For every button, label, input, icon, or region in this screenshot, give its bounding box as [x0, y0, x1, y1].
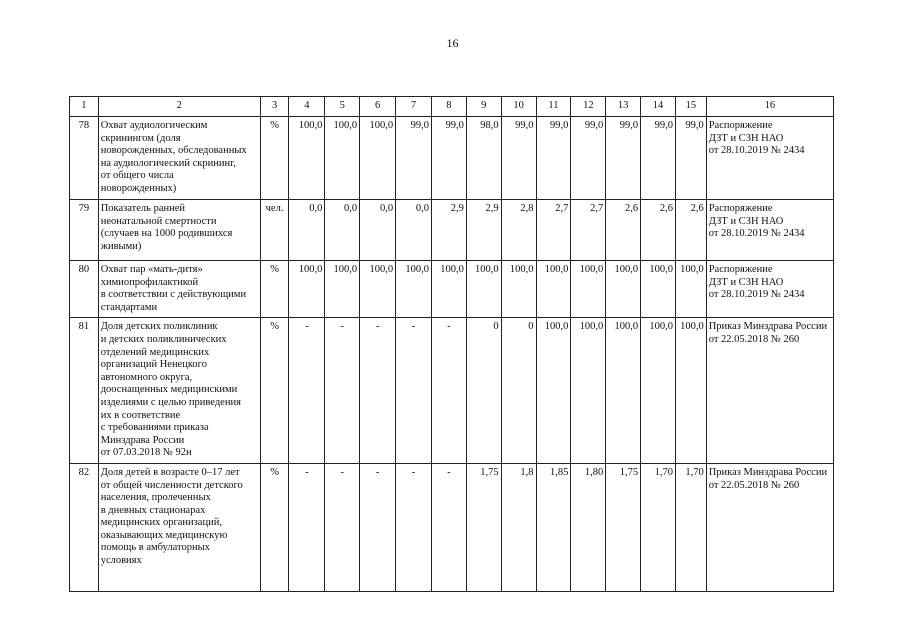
value-cell: 100,0: [536, 261, 571, 318]
row-number: 79: [70, 200, 99, 261]
source-line: от 22.05.2018 № 260: [708, 333, 800, 345]
indicator-line: от общего числа: [100, 170, 174, 182]
header-cell: 8: [431, 97, 466, 117]
header-cell: 1: [70, 97, 99, 117]
value-cell: -: [289, 463, 325, 591]
value-cell: 100,0: [360, 117, 396, 200]
value-cell: 99,0: [571, 117, 606, 200]
table-row: [70, 463, 834, 591]
indicator-line: химиопрофилактикой: [100, 276, 199, 288]
indicator-line: скринингом (доля: [100, 132, 181, 144]
indicator-line: изделиями с целью приведения: [100, 396, 241, 408]
source-line: Распоряжение: [708, 120, 773, 131]
value-cell: 1,85: [536, 463, 571, 591]
header-cell: 16: [706, 97, 833, 117]
value-cell: 100,0: [501, 261, 536, 318]
value-cell: 2,8: [501, 200, 536, 261]
value-cell: 2,7: [571, 200, 606, 261]
indicator-line: стандартами: [100, 301, 158, 313]
value-cell: 1,80: [571, 463, 606, 591]
source-document: [706, 463, 833, 591]
source-line: от 28.10.2019 № 2434: [708, 289, 805, 301]
value-cell: 99,0: [501, 117, 536, 200]
indicator-line: в дневных стационарах: [100, 504, 206, 516]
value-cell: 99,0: [606, 117, 641, 200]
indicator-line: Минздрава России: [100, 434, 185, 446]
header-cell: 3: [260, 97, 289, 117]
indicator-name: [98, 117, 260, 200]
header-cell: 7: [396, 97, 432, 117]
value-cell: 0,0: [396, 200, 432, 261]
value-cell: -: [396, 463, 432, 591]
source-document: [706, 117, 833, 200]
source-line: Распоряжение: [708, 264, 773, 275]
indicator-line: Охват аудиологическим: [100, 120, 208, 131]
value-cell: 1,75: [606, 463, 641, 591]
value-cell: 0: [501, 318, 536, 464]
value-cell: 100,0: [536, 318, 571, 464]
row-number: 78: [70, 117, 99, 200]
table-row: [70, 261, 834, 318]
indicator-line: условиях: [100, 555, 142, 567]
header-cell: 14: [641, 97, 676, 117]
value-cell: 98,0: [466, 117, 501, 200]
indicator-line: Доля детей в возрасте 0–17 лет: [100, 466, 240, 478]
row-number: 82: [70, 463, 99, 591]
source-line: Приказ Минздрава России: [708, 466, 828, 478]
header-cell: 11: [536, 97, 571, 117]
page-number: 16: [446, 36, 459, 50]
source-line: от 28.10.2019 № 2434: [708, 145, 805, 157]
row-number: 81: [70, 318, 99, 464]
source-line: ДЗТ и СЗН НАО: [708, 215, 784, 227]
source-document: [706, 261, 833, 318]
value-cell: 100,0: [641, 318, 676, 464]
source-line: Распоряжение: [708, 203, 773, 214]
indicator-line: оказывающих медицинскую: [100, 529, 228, 541]
header-cell: 6: [360, 97, 396, 117]
value-cell: 100,0: [325, 117, 360, 200]
indicator-line: Охват пар «мать-дитя»: [100, 264, 203, 275]
indicator-line: новорожденных, обследованных: [100, 145, 247, 157]
value-cell: -: [325, 463, 360, 591]
header-row: [70, 97, 834, 117]
value-cell: 100,0: [571, 318, 606, 464]
indicator-line: помощь в амбулаторных: [100, 542, 210, 554]
header-cell: 9: [466, 97, 501, 117]
value-cell: 99,0: [431, 117, 466, 200]
value-cell: 2,6: [675, 200, 706, 261]
value-cell: 2,6: [606, 200, 641, 261]
value-cell: 1,8: [501, 463, 536, 591]
value-cell: -: [396, 318, 432, 464]
value-cell: 100,0: [675, 261, 706, 318]
header-cell: 13: [606, 97, 641, 117]
value-cell: 0,0: [325, 200, 360, 261]
indicator-line: отделений медицинских: [100, 346, 210, 358]
table-row: [70, 117, 834, 200]
source-line: ДЗТ и СЗН НАО: [708, 276, 784, 288]
header-cell: 15: [675, 97, 706, 117]
indicator-line: с требованиями приказа: [100, 422, 209, 434]
value-cell: 2,7: [536, 200, 571, 261]
value-cell: 99,0: [536, 117, 571, 200]
value-cell: 100,0: [396, 261, 432, 318]
value-cell: 100,0: [289, 117, 325, 200]
header-cell: 12: [571, 97, 606, 117]
source-line: от 28.10.2019 № 2434: [708, 228, 805, 240]
indicator-line: от 07.03.2018 № 92н: [100, 447, 192, 459]
value-cell: -: [325, 318, 360, 464]
indicator-name: [98, 200, 260, 261]
value-cell: 0: [466, 318, 501, 464]
indicator-name: [98, 463, 260, 591]
source-document: [706, 200, 833, 261]
value-cell: -: [360, 318, 396, 464]
value-cell: 100,0: [606, 261, 641, 318]
value-cell: 100,0: [325, 261, 360, 318]
source-document: [706, 318, 833, 464]
value-cell: 2,6: [641, 200, 676, 261]
value-cell: 100,0: [360, 261, 396, 318]
value-cell: 1,70: [641, 463, 676, 591]
unit-cell: %: [260, 463, 289, 591]
indicator-name: [98, 261, 260, 318]
indicator-line: дооснащенных медицинскими: [100, 384, 238, 396]
header-cell: 2: [98, 97, 260, 117]
indicator-line: Доля детских поликлиник: [100, 321, 218, 333]
value-cell: 0,0: [289, 200, 325, 261]
indicator-line: организаций Ненецкого: [100, 359, 207, 371]
value-cell: 2,9: [431, 200, 466, 261]
value-cell: 100,0: [466, 261, 501, 318]
header-cell: 5: [325, 97, 360, 117]
indicator-line: неонатальной смертности: [100, 215, 217, 227]
indicators-table: [69, 96, 834, 592]
indicator-line: в соответствии с действующими: [100, 289, 247, 301]
value-cell: 100,0: [431, 261, 466, 318]
indicator-line: на аудиологический скрининг,: [100, 157, 236, 169]
value-cell: 100,0: [289, 261, 325, 318]
header-cell: 10: [501, 97, 536, 117]
table-row: [70, 200, 834, 261]
unit-cell: %: [260, 117, 289, 200]
value-cell: 100,0: [675, 318, 706, 464]
source-line: ДЗТ и СЗН НАО: [708, 132, 784, 144]
source-line: Приказ Минздрава России: [708, 321, 828, 333]
unit-cell: %: [260, 261, 289, 318]
value-cell: -: [431, 318, 466, 464]
indicator-line: их в соответствие: [100, 409, 181, 421]
indicator-line: новорожденных): [100, 182, 177, 194]
value-cell: 1,70: [675, 463, 706, 591]
unit-cell: чел.: [260, 200, 289, 261]
value-cell: 99,0: [641, 117, 676, 200]
indicator-name: [98, 318, 260, 464]
value-cell: 0,0: [360, 200, 396, 261]
value-cell: 1,75: [466, 463, 501, 591]
indicator-line: и детских поликлинических: [100, 333, 227, 345]
indicator-line: живыми): [100, 240, 142, 252]
indicator-line: от общей численности детского: [100, 479, 243, 491]
value-cell: 100,0: [641, 261, 676, 318]
indicator-line: (случаев на 1000 родившихся: [100, 228, 233, 240]
indicator-line: автономного округа,: [100, 371, 193, 383]
value-cell: 99,0: [396, 117, 432, 200]
value-cell: 100,0: [571, 261, 606, 318]
indicator-line: медицинских организаций,: [100, 517, 222, 529]
table-row: [70, 318, 834, 464]
value-cell: -: [431, 463, 466, 591]
value-cell: 100,0: [606, 318, 641, 464]
indicator-line: Показатель ранней: [100, 203, 186, 214]
value-cell: 2,9: [466, 200, 501, 261]
unit-cell: %: [260, 318, 289, 464]
value-cell: 99,0: [675, 117, 706, 200]
value-cell: -: [289, 318, 325, 464]
row-number: 80: [70, 261, 99, 318]
source-line: от 22.05.2018 № 260: [708, 479, 800, 491]
indicator-line: населения, пролеченных: [100, 492, 211, 504]
value-cell: -: [360, 463, 396, 591]
header-cell: 4: [289, 97, 325, 117]
